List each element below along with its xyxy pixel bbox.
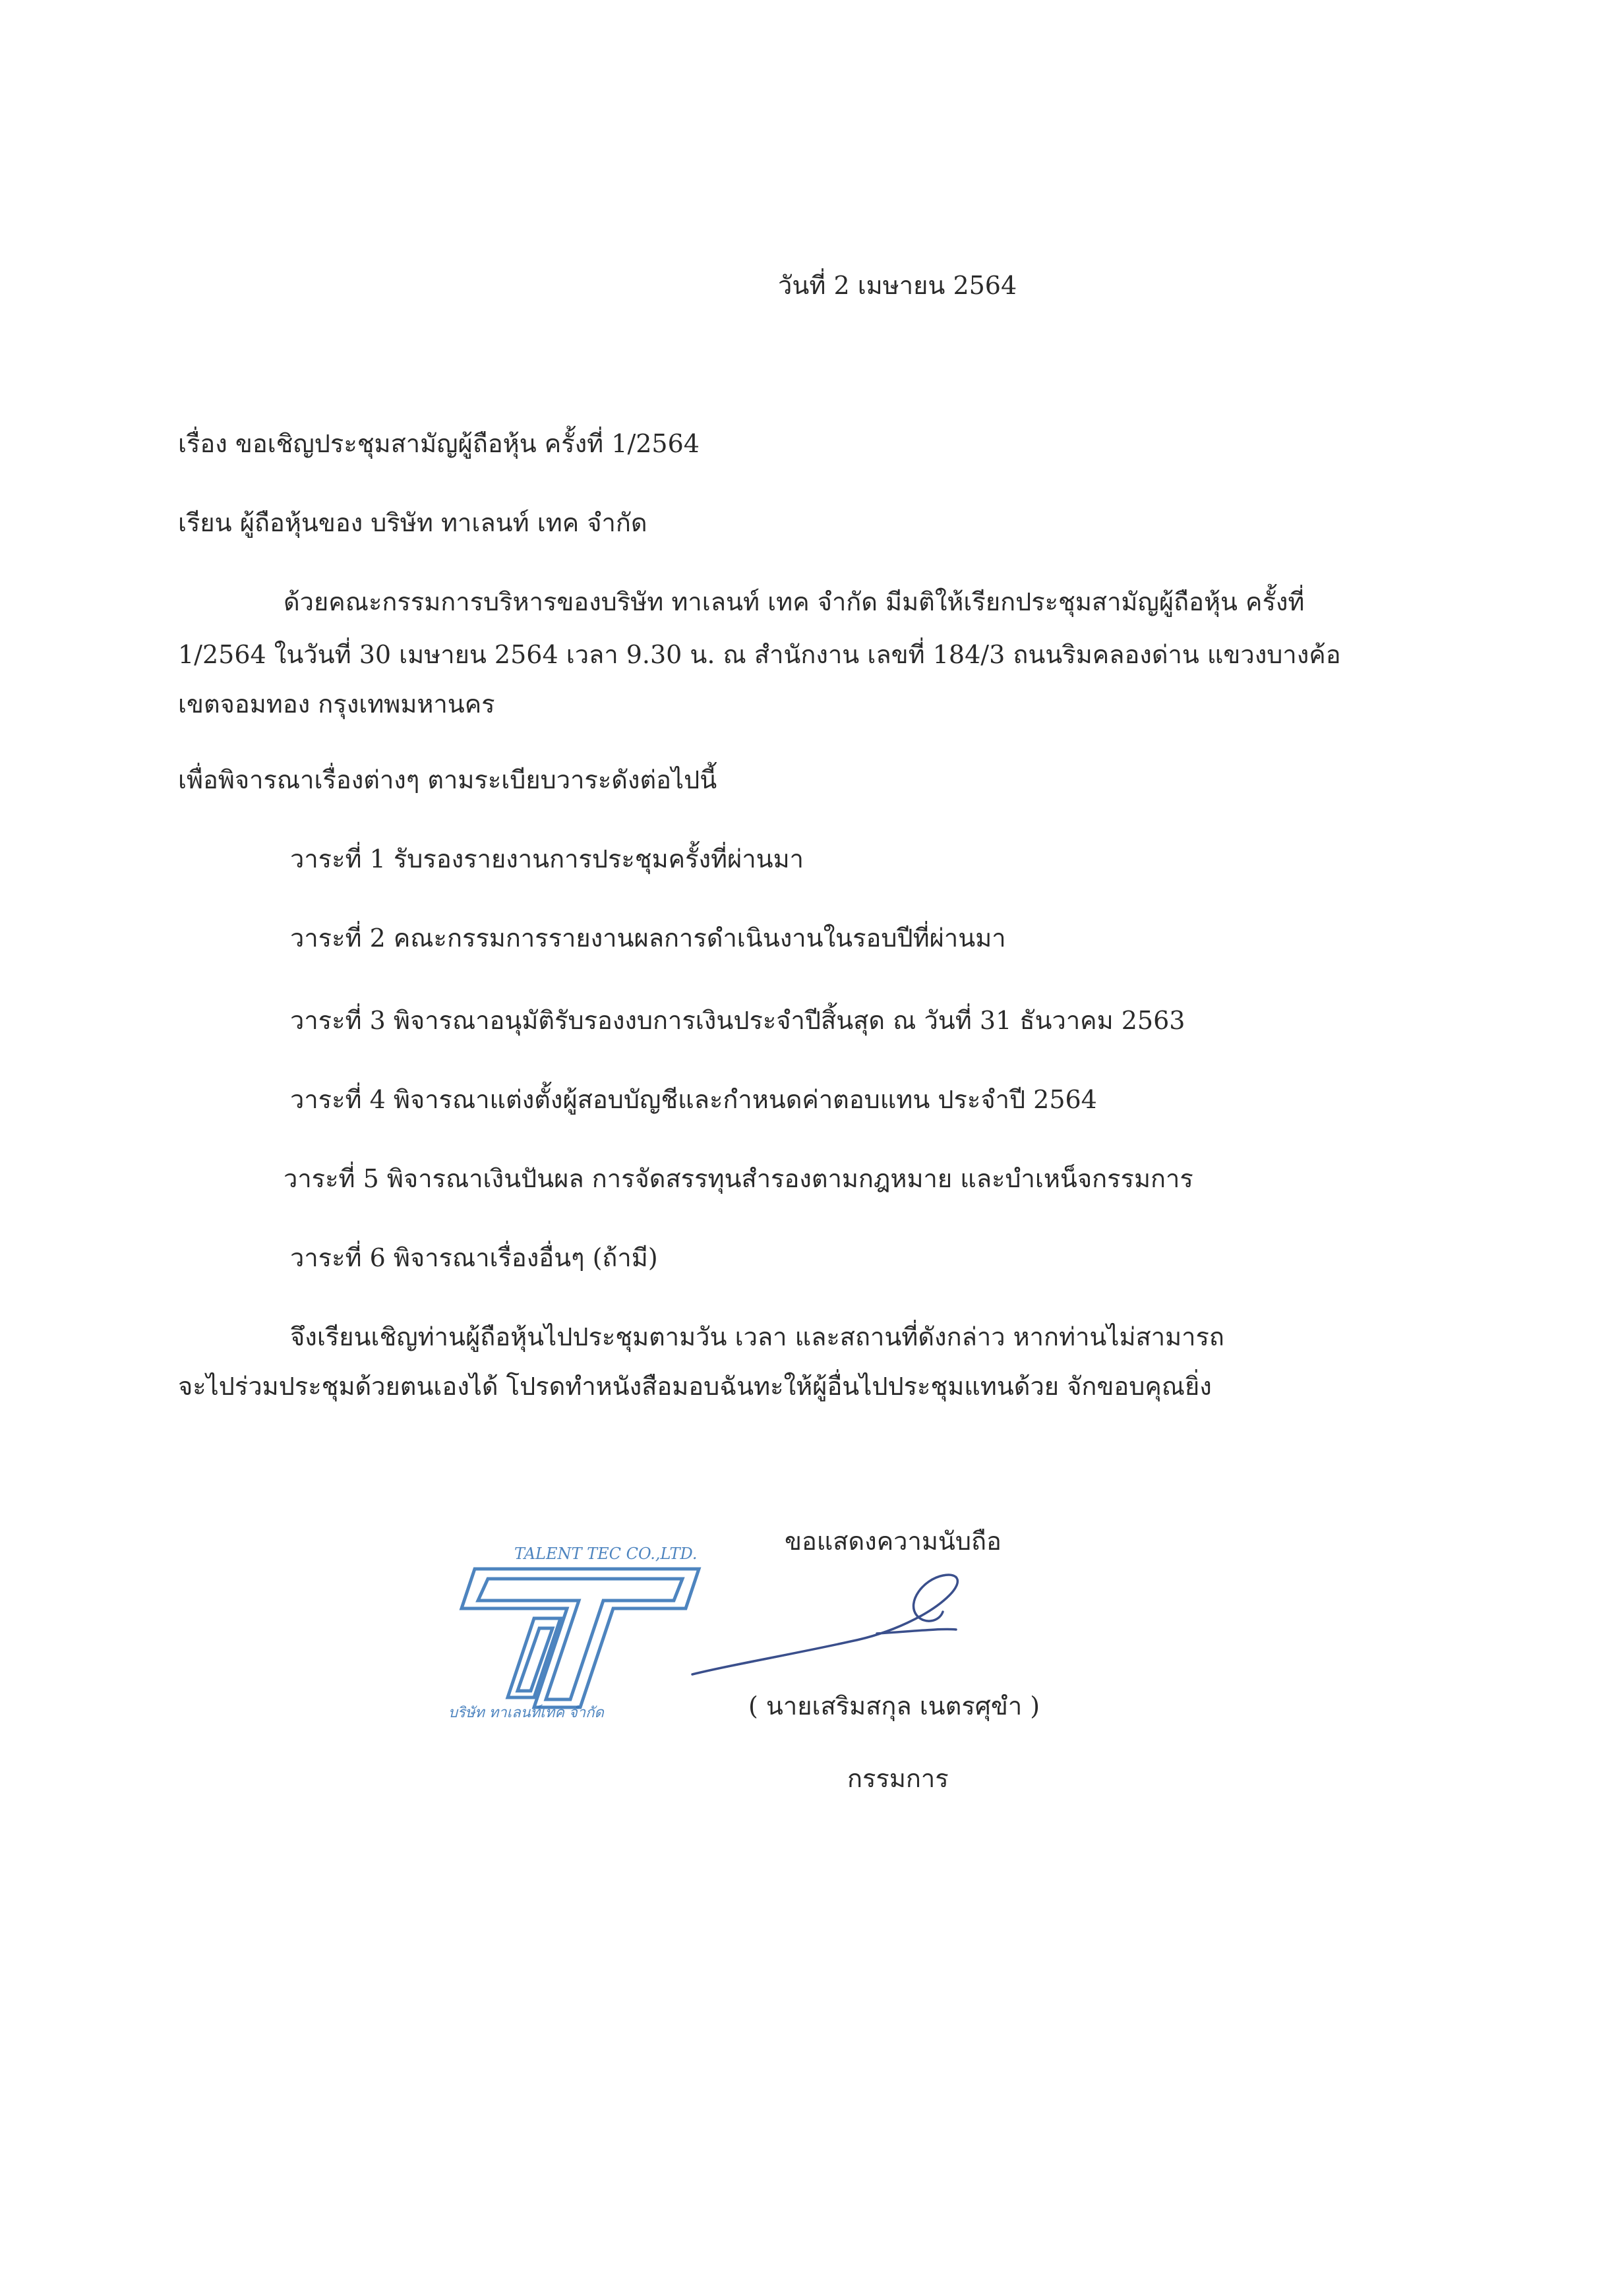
intro-line-3: เขตจอมทอง กรุงเทพมหานคร bbox=[178, 690, 495, 719]
intro-line-2: 1/2564 ในวันที่ 30 เมษายน 2564 เวลา 9.30 น. ณ สำนักงาน เลขที่ 184/3 ถนนริมคลองด่าน แขวงบางค้อ bbox=[178, 640, 1341, 669]
closing-line-1: จึงเรียนเชิญท่านผู้ถือหุ้นไปประชุมตามวัน เวลา และสถานที่ดังกล่าว หากท่านไม่สามารถ bbox=[290, 1322, 1224, 1351]
agenda-item-2: วาระที่ 2 คณะกรรมการรายงานผลการดำเนินงานในรอบปีที่ผ่านมา bbox=[290, 924, 1006, 953]
agenda-intro: เพื่อพิจารณาเรื่องต่างๆ ตามระเบียบวาระดังต่อไปนี้ bbox=[178, 765, 717, 794]
agenda-item-3: วาระที่ 3 พิจารณาอนุมัติรับรองงบการเงินประจำปีสิ้นสุด ณ วันที่ 31 ธันวาคม 2563 bbox=[290, 1006, 1185, 1035]
signer-name: ( นายเสริมสกุล เนตรศุขำ ) bbox=[748, 1692, 1040, 1721]
agenda-item-1: วาระที่ 1 รับรองรายงานการประชุมครั้งที่ผ่านมา bbox=[290, 844, 804, 873]
letter-date: วันที่ 2 เมษายน 2564 bbox=[778, 271, 1017, 300]
agenda-item-4: วาระที่ 4 พิจารณาแต่งตั้งผู้สอบบัญชีและกำหนดค่าตอบแทน ประจำปี 2564 bbox=[290, 1085, 1097, 1114]
signer-title: กรรมการ bbox=[847, 1764, 949, 1793]
stamp-bottom-text: บริษัท ทาเลนท์เทค จำกัด bbox=[448, 1705, 604, 1721]
closing-line-2: จะไปร่วมประชุมด้วยตนเองได้ โปรดทำหนังสือมอบฉันทะให้ผู้อื่นไปประชุมแทนด้วย จักขอบคุณยิ่ง bbox=[178, 1372, 1212, 1401]
handwritten-signature bbox=[679, 1556, 996, 1688]
letter-subject: เรื่อง ขอเชิญประชุมสามัญผู้ถือหุ้น ครั้งที่ 1/2564 bbox=[178, 429, 700, 458]
agenda-item-5: วาระที่ 5 พิจารณาเงินปันผล การจัดสรรทุนสำรองตามกฎหมาย และบำเหน็จกรรมการ bbox=[284, 1164, 1193, 1193]
agenda-item-6: วาระที่ 6 พิจารณาเรื่องอื่นๆ (ถ้ามี) bbox=[290, 1243, 658, 1272]
intro-line-1: ด้วยคณะกรรมการบริหารของบริษัท ทาเลนท์ เทค จำกัด มีมติให้เรียกประชุมสามัญผู้ถือหุ้น ครั้งที่ bbox=[284, 587, 1305, 616]
letter-recipient: เรียน ผู้ถือหุ้นของ บริษัท ทาเลนท์ เทค จำกัด bbox=[178, 508, 647, 537]
regards-text: ขอแสดงความนับถือ bbox=[785, 1527, 1002, 1556]
stamp-top-text: TALENT TEC CO.,LTD. bbox=[514, 1545, 698, 1563]
